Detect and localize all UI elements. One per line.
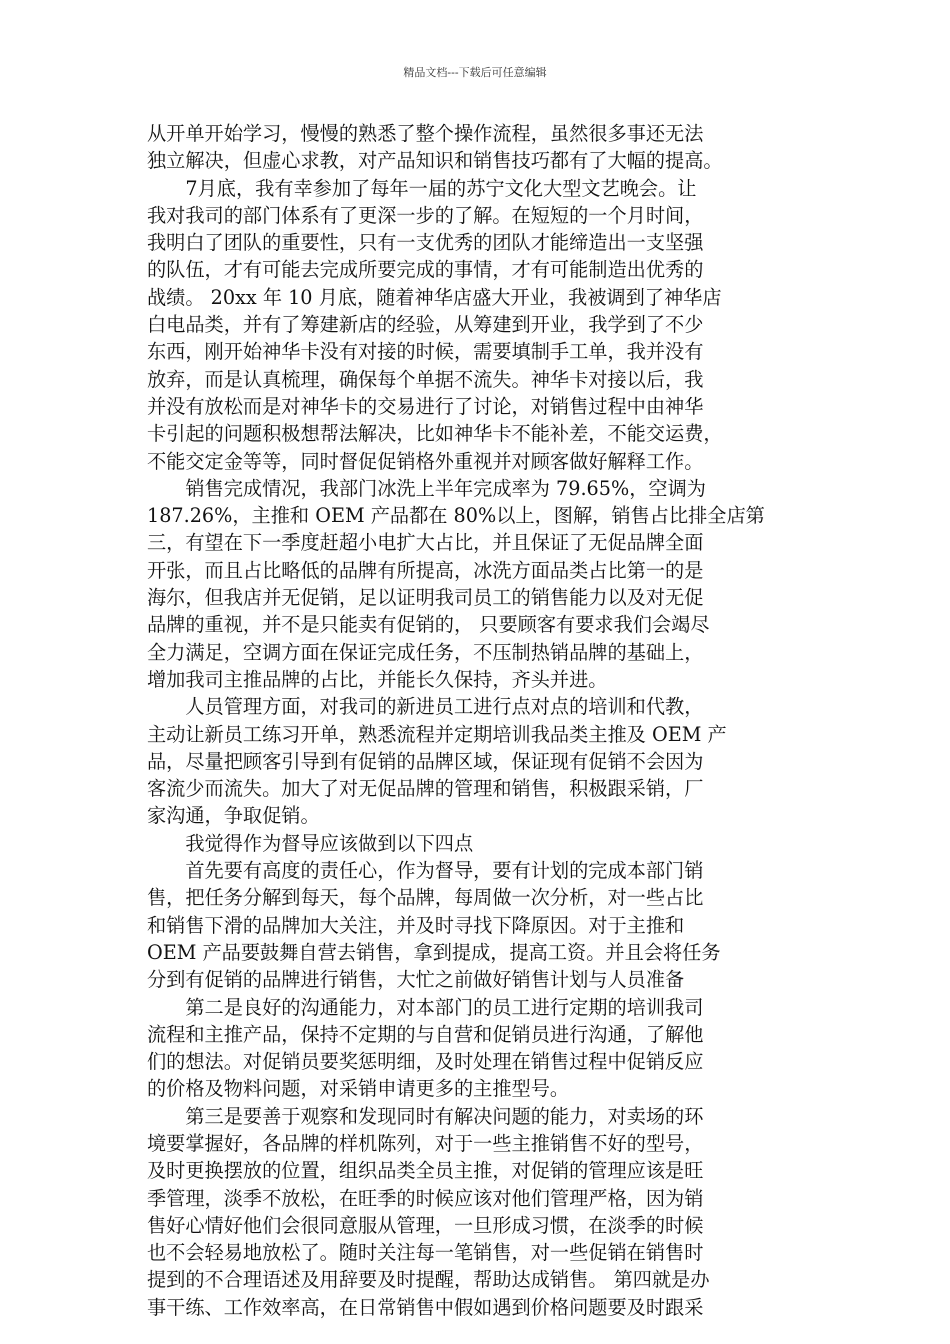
text-line: 售，把任务分解到每天，每个品牌，每周做一次分析，对一些占比 <box>147 886 704 910</box>
text-line: 首先要有高度的责任心，作为督导，要有计划的完成本部门销 <box>147 859 704 883</box>
text-line: OEM 产品要鼓舞自营去销售，拿到提成，提高工资。并且会将任务 <box>147 940 721 964</box>
text-line: 提到的不合理语述及用辞要及时提醒，帮助达成销售。 第四就是办 <box>147 1268 710 1292</box>
text-line: 的价格及物料问题，对采销申请更多的主推型号。 <box>147 1077 570 1101</box>
text-line: 我对我司的部门体系有了更深一步的了解。在短短的一个月时间， <box>147 203 704 227</box>
text-line: 不能交定金等等，同时督促促销格外重视并对顾客做好解释工作。 <box>147 449 704 473</box>
text-line: 第二是良好的沟通能力，对本部门的员工进行定期的培训我司 <box>147 995 704 1019</box>
text-line: 放弃，而是认真梳理，确保每个单据不流失。神华卡对接以后，我 <box>147 367 704 391</box>
text-line: 白电品类，并有了筹建新店的经验，从筹建到开业，我学到了不少 <box>147 313 704 337</box>
text-line: 开张，而且占比略低的品牌有所提高，冰洗方面品类占比第一的是 <box>147 558 704 582</box>
text-line: 分到有促销的品牌进行销售，大忙之前做好销售计划与人员准备 <box>147 968 685 992</box>
text-line: 境要掌握好，各品牌的样机陈列，对于一些主推销售不好的型号， <box>147 1131 704 1155</box>
text-line: 的队伍，才有可能去完成所要完成的事情，才有可能制造出优秀的 <box>147 258 704 282</box>
text-line: 海尔，但我店并无促销，足以证明我司员工的销售能力以及对无促 <box>147 586 704 610</box>
text-line: 并没有放松而是对神华卡的交易进行了讨论，对销售过程中由神华 <box>147 394 704 418</box>
text-line: 流程和主推产品，保持不定期的与自营和促销员进行沟通，了解他 <box>147 1022 704 1046</box>
text-line: 7月底，我有幸参加了每年一届的苏宁文化大型文艺晚会。让 <box>147 176 697 200</box>
page-header: 精品文档---下载后可任意编辑 <box>403 66 547 79</box>
text-line: 销售完成情况，我部门冰洗上半年完成率为 79.65%，空调为 <box>147 476 706 500</box>
text-line: 独立解决，但虚心求教，对产品知识和销售技巧都有了大幅的提高。 <box>147 149 723 173</box>
text-line: 季管理，淡季不放松，在旺季的时候应该对他们管理严格，因为销 <box>147 1186 704 1210</box>
text-line: 从开单开始学习，慢慢的熟悉了整个操作流程，虽然很多事还无法 <box>147 122 704 145</box>
text-line: 全力满足，空调方面在保证完成任务，不压制热销品牌的基础上， <box>147 640 704 664</box>
text-line: 售好心情好他们会很同意服从管理，一旦形成习惯，在淡季的时候 <box>147 1213 704 1237</box>
text-line: 我明白了团队的重要性，只有一支优秀的团队才能缔造出一支坚强 <box>147 231 704 255</box>
text-line: 卡引起的问题积极想帮法解决，比如神华卡不能补差，不能交运费， <box>147 422 723 446</box>
text-line: 品牌的重视，并不是只能卖有促销的， 只要顾客有要求我们会竭尽 <box>147 613 710 637</box>
text-line: 人员管理方面，对我司的新进员工进行点对点的培训和代教， <box>147 695 704 719</box>
text-line: 战绩。 20xx 年 10 月底，随着神华店盛大开业，我被调到了神华店 <box>147 285 722 309</box>
text-line: 和销售下滑的品牌加大关注，并及时寻找下降原因。对于主推和 <box>147 913 685 937</box>
text-line: 品，尽量把顾客引导到有促销的品牌区域，保证现有促销不会因为 <box>147 749 704 773</box>
text-line: 家沟通，争取促销。 <box>147 804 320 828</box>
text-line: 事干练、工作效率高，在日常销售中假如遇到价格问题要及时跟采 <box>147 1295 704 1319</box>
text-line: 我觉得作为督导应该做到以下四点 <box>147 831 474 855</box>
text-line: 客流少而流失。加大了对无促品牌的管理和销售，积极跟采销，厂 <box>147 777 704 801</box>
text-line: 187.26%，主推和 OEM 产品都在 80%以上，图解，销售占比排全店第 <box>147 504 765 528</box>
text-line: 第三是要善于观察和发现同时有解决问题的能力，对卖场的环 <box>147 1104 704 1128</box>
text-line: 及时更换摆放的位置，组织品类全员主推，对促销的管理应该是旺 <box>147 1159 704 1183</box>
text-line: 主动让新员工练习开单，熟悉流程并定期培训我品类主推及 OEM 产 <box>147 722 727 746</box>
text-line: 增加我司主推品牌的占比，并能长久保持，齐头并进。 <box>147 667 608 691</box>
text-line: 们的想法。对促销员要奖惩明细，及时处理在销售过程中促销反应 <box>147 1050 704 1074</box>
text-line: 三，有望在下一季度赶超小电扩大占比，并且保证了无促品牌全面 <box>147 531 704 555</box>
text-line: 东西，刚开始神华卡没有对接的时候，需要填制手工单，我并没有 <box>147 340 704 364</box>
text-line: 也不会轻易地放松了。随时关注每一笔销售，对一些促销在销售时 <box>147 1241 704 1265</box>
document-body <box>147 120 827 1321</box>
